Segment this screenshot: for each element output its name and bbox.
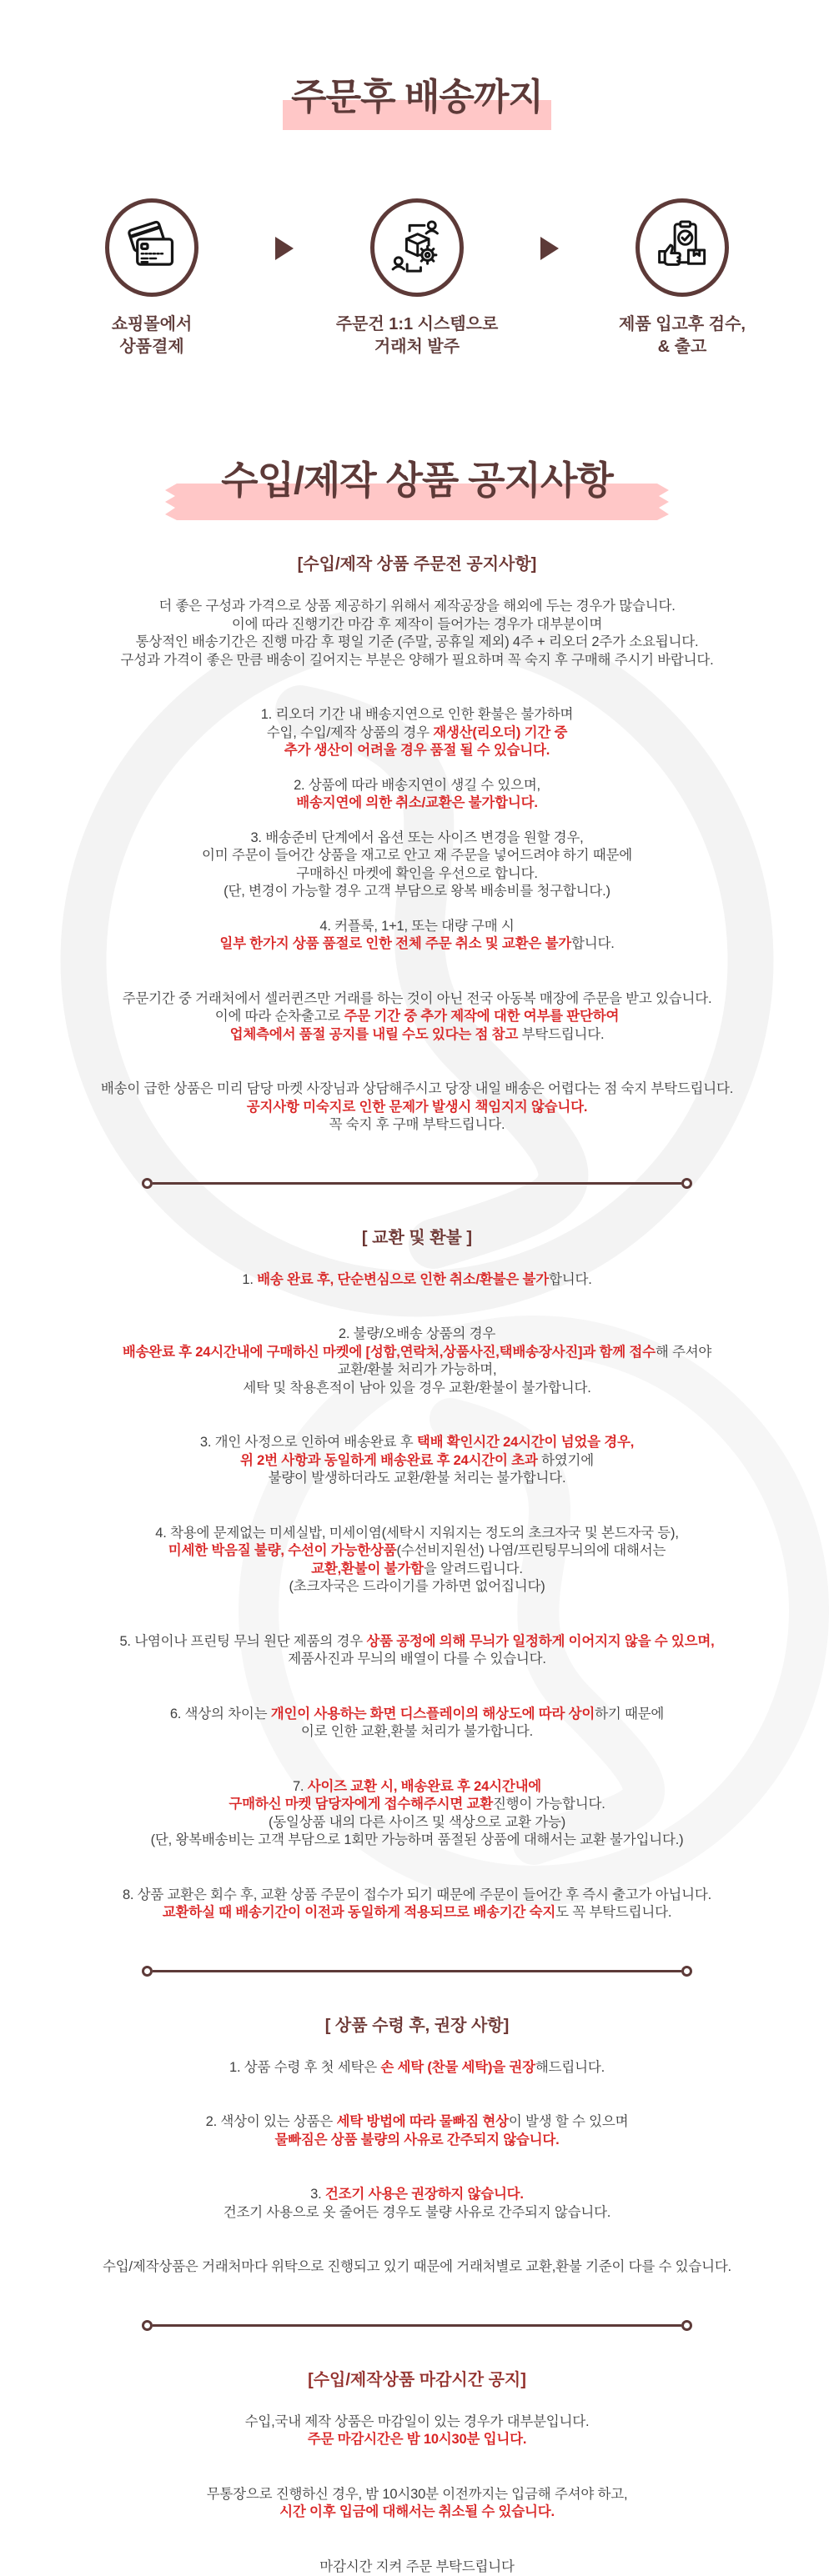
page-title-highlight: 주문후 배송까지	[288, 77, 546, 118]
notice-line: 1. 상품 수령 후 첫 세탁은 손 세탁 (찬물 세탁)을 권장해드립니다.	[0, 2059, 834, 2077]
notice-line: 불량이 발생하더라도 교환/환불 처리는 불가합니다.	[0, 1470, 834, 1488]
notice-paragraph	[0, 918, 834, 954]
page	[0, 77, 834, 2494]
notice-paragraph	[0, 1633, 834, 1669]
section-divider	[142, 2320, 692, 2331]
notice-line: 세탁 및 착용흔적이 남아 있을 경우 교환/환불이 불가합니다.	[0, 1380, 834, 1398]
notice-line: 시간 이후 입금에 대해서는 취소될 수 있습니다.	[0, 2503, 834, 2522]
notice-line: 2. 색상이 있는 상품은 세탁 방법에 따라 물빠짐 현상이 발생 할 수 있으며	[0, 2113, 834, 2132]
notice-paragraph	[0, 1706, 834, 1742]
step-label-line1: 제품 입고후 검수,	[574, 313, 791, 336]
notice-line: 3. 배송준비 단계에서 옵션 또는 사이즈 변경을 원할 경우,	[0, 829, 834, 848]
notice-line: 교환하실 때 배송기간이 이전과 동일하게 적용되므로 배송기간 숙지도 꼭 부탁드립니다.	[0, 1904, 834, 1922]
divider-ring	[142, 1966, 153, 1977]
notice-line: 1. 리오더 기간 내 배송지연으로 인한 환불은 불가하며	[0, 706, 834, 724]
section-divider	[142, 1966, 692, 1977]
notice-line: 3. 개인 사정으로 인하여 배송완료 후 택배 확인시간 24시간이 넘었을 경우,	[0, 1434, 834, 1452]
order-process-flow	[0, 198, 834, 358]
notice-line: 이에 따라 진행기간 마감 후 제작이 들어가는 경우가 대부분이며	[0, 616, 834, 634]
divider-ring	[142, 2320, 153, 2331]
divider-ring	[681, 1178, 692, 1189]
credit-card-icon	[122, 218, 182, 278]
notice-line: 통상적인 배송기간은 진행 마감 후 평일 기준 (주말, 공휴일 제외) 4주 + 리오더 2주가 소요됩니다.	[0, 634, 834, 652]
arrow-right-icon	[540, 237, 559, 260]
step-label	[43, 313, 260, 358]
notice-title-text: 수입/제작 상품 공지사항	[221, 459, 613, 502]
notice-line: 업체측에서 품절 공지를 내릴 수도 있다는 점 참고 부탁드립니다.	[0, 1026, 834, 1045]
notice-line: 미세한 박음질 불량, 수선이 가능한상품(수선비지원선) 나염/프린팅무늬의에 대해서는	[0, 1542, 834, 1561]
notice-line: 건조기 사용으로 옷 줄어든 경우도 불량 사유로 간주되지 않습니다.	[0, 2204, 834, 2223]
step-label-line2: 상품결제	[43, 336, 260, 358]
section-header: [수입/제작상품 마감시간 공지]	[0, 2366, 834, 2390]
notice-line: (동일상품 내의 다른 사이즈 및 색상으로 교환 가능)	[0, 1814, 834, 1832]
notice-line: 공지사항 미숙지로 인한 문제가 발생시 책임지지 않습니다.	[0, 1099, 834, 1117]
divider-line	[153, 1970, 681, 1972]
notice-line: 4. 커플룩, 1+1, 또는 대량 구매 시	[0, 918, 834, 936]
notice-paragraph	[0, 1080, 834, 1135]
notice-line: 꼭 숙지 후 구매 부탁드립니다.	[0, 1116, 834, 1135]
notice-line: (단, 왕복배송비는 고객 부담으로 1회만 가능하며 품절된 상품에 대해서는 교환 불가입니다.)	[0, 1832, 834, 1850]
notice-line: 1. 배송 완료 후, 단순변심으로 인한 취소/환불은 불가합니다.	[0, 1271, 834, 1290]
divider-ring	[681, 1966, 692, 1977]
order-system-icon	[386, 217, 448, 278]
notice-paragraph	[0, 598, 834, 669]
notice-paragraph	[0, 1887, 834, 1922]
section-header: [ 상품 수령 후, 권장 사항]	[0, 2012, 834, 2036]
notice-title	[221, 459, 613, 502]
notice-section-pre-order-notice	[0, 550, 834, 1189]
notice-paragraph	[0, 706, 834, 760]
notice-line: 배송지연에 의한 취소/교환은 불가합니다.	[0, 794, 834, 813]
notice-paragraph	[0, 2113, 834, 2149]
notice-line: 구성과 가격이 좋은 만큼 배송이 길어지는 부분은 양해가 필요하며 꼭 숙지 후 구매해 주시기 바랍니다.	[0, 652, 834, 670]
notice-line: 구매하신 마켓 담당자에게 접수해주시면 교환진행이 가능합니다.	[0, 1796, 834, 1814]
notice-paragraph	[0, 990, 834, 1045]
notice-line: 3. 건조기 사용은 권장하지 않습니다.	[0, 2186, 834, 2204]
notice-line: (초크자국은 드라이기를 가하면 없어집니다)	[0, 1578, 834, 1596]
notice-line: 8. 상품 교환은 회수 후, 교환 상품 주문이 접수가 되기 때문에 주문이 들어간 후 즉시 출고가 아닙니다.	[0, 1887, 834, 1905]
section-header: [수입/제작 상품 주문전 공지사항]	[0, 550, 834, 574]
process-step-inspection	[574, 198, 791, 358]
step-label	[574, 313, 791, 358]
notice-line: 제품사진과 무늬의 배열이 다를 수 있습니다.	[0, 1651, 834, 1669]
process-step-order-system	[309, 198, 525, 358]
notice-paragraph	[0, 2186, 834, 2222]
divider-line	[153, 2324, 681, 2327]
notice-line: 배송완료 후 24시간내에 구매하신 마켓에 [성함,연락처,상품사진,택배송장사진]과 함께 접수해 주셔야	[0, 1344, 834, 1362]
notice-paragraph	[0, 2558, 834, 2576]
notice-line: 수입,국내 제작 상품은 마감일이 있는 경우가 대부분입니다.	[0, 2413, 834, 2432]
notice-line: 2. 불량/오배송 상품의 경우	[0, 1326, 834, 1344]
notice-line: 위 2번 사항과 동일하게 배송완료 후 24시간이 초과 하였기에	[0, 1452, 834, 1471]
notice-line: 2. 상품에 따라 배송지연이 생길 수 있으며,	[0, 777, 834, 795]
notice-section-exchange-refund	[0, 1224, 834, 1977]
notice-paragraph	[0, 1525, 834, 1596]
notice-line: 무통장으로 진행하신 경우, 밤 10시30분 이전까지는 입금해 주셔야 하고,	[0, 2486, 834, 2504]
notice-line: 물빠짐은 상품 불량의 사유로 간주되지 않습니다.	[0, 2132, 834, 2150]
notice-paragraph	[0, 1326, 834, 1397]
notice-paragraph	[0, 777, 834, 813]
notice-line: 배송이 급한 상품은 미리 담당 마켓 사장님과 상담해주시고 당장 내일 배송은 어렵다는 점 숙지 부탁드립니다.	[0, 1080, 834, 1099]
step-label-line1: 쇼핑몰에서	[43, 313, 260, 336]
notice-line: 이에 따라 순차출고로 주문 기간 중 추가 제작에 대한 여부를 판단하여	[0, 1008, 834, 1026]
notice-paragraph	[0, 1434, 834, 1488]
notice-line: 5. 나염이나 프린팅 무늬 원단 제품의 경우 상품 공정에 의해 무늬가 일정하게 이어지지 않을 수 있으며,	[0, 1633, 834, 1651]
step-circle	[370, 198, 464, 297]
notice-paragraph	[0, 2486, 834, 2522]
process-step-payment	[43, 198, 260, 358]
notice-line: 추가 생산이 어려울 경우 품절 될 수 있습니다.	[0, 742, 834, 760]
notice-line: 교환,환불이 불가함을 알려드립니다.	[0, 1561, 834, 1579]
divider-ring	[142, 1178, 153, 1189]
notice-section-after-receipt-recommendations	[0, 2012, 834, 2331]
notice-paragraph	[0, 829, 834, 901]
notice-line: 4. 착용에 문제없는 미세실밥, 미세이염(세탁시 지워지는 정도의 초크자국 및 본드자국 등),	[0, 1525, 834, 1543]
notice-line: (단, 변경이 가능할 경우 고객 부담으로 왕복 배송비를 청구합니다.)	[0, 883, 834, 901]
notice-paragraph	[0, 1271, 834, 1290]
inspection-icon	[651, 217, 713, 278]
step-label-line1: 주문건 1:1 시스템으로	[309, 313, 525, 336]
section-header: [ 교환 및 환불 ]	[0, 1224, 834, 1248]
notice-line: 일부 한가지 상품 품절로 인한 전체 주문 취소 및 교환은 불가합니다.	[0, 935, 834, 954]
notice-paragraph	[0, 2413, 834, 2449]
notice-line: 7. 사이즈 교환 시, 배송완료 후 24시간내에	[0, 1778, 834, 1797]
step-label-line2: 거래처 발주	[309, 336, 525, 358]
notice-line: 주문기간 중 거래처에서 셀러퀸즈만 거래를 하는 것이 아닌 전국 아동복 매장에 주문을 받고 있습니다.	[0, 990, 834, 1009]
notice-line: 주문 마감시간은 밤 10시30분 입니다.	[0, 2431, 834, 2449]
divider-ring	[681, 2320, 692, 2331]
section-divider	[142, 1178, 692, 1189]
arrow-right-icon	[275, 237, 294, 260]
notice-paragraph	[0, 2258, 834, 2277]
page-title	[288, 77, 546, 118]
notice-line: 마감시간 지켜 주문 부탁드립니다	[0, 2558, 834, 2576]
step-circle	[105, 198, 198, 297]
notice-line: 6. 색상의 차이는 개인이 사용하는 화면 디스플레이의 해상도에 따라 상이하기 때문에	[0, 1706, 834, 1724]
notice-line: 수입, 수입/제작 상품의 경우 재생산(리오더) 기간 중	[0, 724, 834, 743]
notice-section-deadline-notice	[0, 2366, 834, 2576]
notice-sections	[0, 550, 834, 2576]
step-circle	[636, 198, 729, 297]
step-label-line2: & 출고	[574, 336, 791, 358]
notice-paragraph	[0, 2059, 834, 2077]
notice-line: 이미 주문이 들어간 상품을 재고로 안고 재 주문을 넣어드려야 하기 때문에	[0, 847, 834, 865]
step-label	[309, 313, 525, 358]
notice-line: 더 좋은 구성과 가격으로 상품 제공하기 위해서 제작공장을 해외에 두는 경우가 많습니다.	[0, 598, 834, 616]
notice-line: 교환/환불 처리가 가능하며,	[0, 1361, 834, 1380]
divider-line	[153, 1182, 681, 1185]
notice-line: 이로 인한 교환,환불 처리가 불가합니다.	[0, 1723, 834, 1742]
notice-line: 구매하신 마켓에 확인을 우선으로 합니다.	[0, 865, 834, 884]
notice-paragraph	[0, 1778, 834, 1850]
notice-line: 수입/제작상품은 거래처마다 위탁으로 진행되고 있기 때문에 거래처별로 교환,환불 기준이 다를 수 있습니다.	[0, 2258, 834, 2277]
